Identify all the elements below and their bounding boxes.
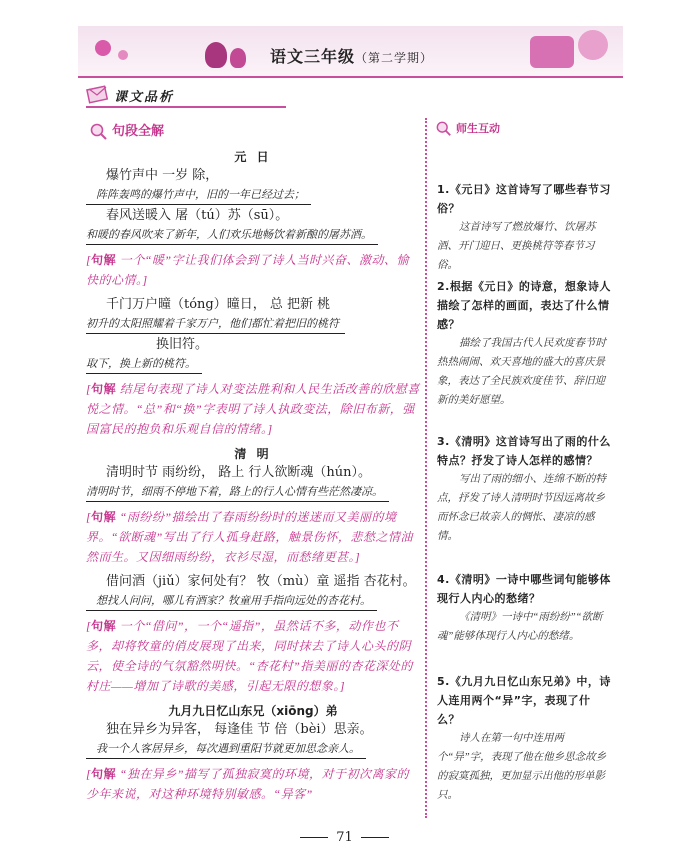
poem-line: 独在异乡为异客， 每逢佳 节 倍（bèi）思亲。 [106,722,373,737]
envelope-icon [86,84,110,104]
qa-item [437,432,612,546]
answer: 写出了雨的细小、连绵不断的特点，抒发了诗人清明时节因远离故乡而怀念已故亲人的惆怅、凄凉的感情。 [437,474,606,542]
poem-line: 清明时节 雨纷纷， 路上 行人欲断魂（hún）。 [106,465,372,480]
translation-line: 和暖的春风吹来了新年，人们欢乐地畅饮着新酿的屠苏酒。 [86,227,378,245]
right-subheading [436,120,500,137]
flower-decoration [95,40,111,56]
answer: 这首诗写了燃放爆竹、饮屠苏酒、开门迎日、更换桃符等春节习俗。 [437,222,596,271]
note-label: 句解 [91,510,117,524]
note-label: 句解 [91,382,117,396]
poem-title: 清 明 [234,447,272,461]
translation-line: 想找人问问，哪儿有酒家？牧童用手指向远处的杏花村。 [86,593,377,611]
question: 2.根据《元日》的诗意，想象诗人描绘了怎样的画面，表达了什么情感？ [437,280,611,331]
poem-title: 九月九日忆山东兄（xiōng）弟 [168,704,338,718]
note-text: 结尾句表现了诗人对变法胜利和人民生活改善的欣慰喜悦之情。“总”和“换”字表明了诗人执政变法，除旧布新，强国富民的抱负和乐观自信的情绪。 [86,382,420,436]
footer-dash [361,837,389,838]
poem-line: 千门万户曈（tóng）曈日， 总 把新 桃 [106,297,331,312]
page-number: 71 [336,830,353,845]
poem-line: 借问酒（jiǔ）家何处有？ 牧（mù）童 遥指 杏花村。 [106,574,416,589]
note-label: 句解 [91,619,117,633]
poem-title: 元 日 [234,150,272,164]
sentence-note: [句解 “雨纷纷”描绘出了春雨纷纷时的迷迷而又美丽的境界。“欲断魂”写出了行人孤身赶路，触景伤怀，悲愁之情油然而生。又因细雨纷纷，衣衫尽湿，而愁绪更甚。] [86,510,413,564]
translation-line: 清明时节，细雨不停地下着，路上的行人心情有些茫然凄凉。 [86,484,389,502]
header-title [270,44,433,67]
translation-line: 阵阵轰鸣的爆竹声中，旧的一年已经过去； [86,187,311,205]
bunny-decoration [205,42,227,68]
qa-item [437,672,612,805]
right-column [437,170,612,805]
left-subheading [90,120,164,141]
question: 5.《九月九日忆山东兄弟》中，诗人连用两个“异”字，表现了什么？ [437,675,611,726]
tree-decoration [578,30,608,60]
qa-item [437,180,612,275]
question: 4.《清明》一诗中哪些词句能够体现行人内心的愁绪？ [437,573,611,605]
section-banner [86,84,286,108]
sentence-note: [句解 结尾句表现了诗人对变法胜利和人民生活改善的欣慰喜悦之情。“总”和“换”字表明了诗人执政变法，除旧布新，强国富民的抱负和乐观自信的情绪。] [86,382,420,436]
column-divider [425,118,427,818]
note-text: 一个“暖”字让我们体会到了诗人当时兴奋、激动、愉快的心情。 [86,253,410,287]
left-heading-text: 句段全解 [112,124,165,139]
bunny-decoration [230,48,246,68]
poem-line: 爆竹声中 一岁 除， [106,168,219,183]
page-footer [0,830,689,845]
note-label: 句解 [91,767,117,781]
flower-decoration [118,50,128,60]
note-text: 一个“借问”，一个“遥指”，虽然话不多，动作也不多，却将牧童的俏皮展现了出来，同时抹去了诗人心头的阴云，使全诗的气氛豁然明快。“杏花村”指美丽的杏花深处的村庄——增加了诗歌的美感，引起无限的想象。 [86,619,413,693]
house-decoration [530,36,574,68]
translation-line: 取下，换上新的桃符。 [86,356,202,374]
qa-item [437,277,612,410]
right-heading-text: 师生互动 [456,122,500,135]
magnifier-icon [436,121,452,137]
left-column [86,148,420,810]
question: 1.《元日》这首诗写了哪些春节习俗？ [437,183,611,215]
grade-title: 语文三年级 [270,47,356,66]
question: 3.《清明》这首诗写出了雨的什么特点？抒发了诗人怎样的感情？ [437,435,611,467]
answer: 描绘了我国古代人民欢度春节时热热闹闹、欢天喜地的盛大的喜庆景象，表达了全民族欢度佳节、辞旧迎新的美好愿望。 [437,338,606,406]
sentence-note: [句解 一个“借问”，一个“遥指”，虽然话不多，动作也不多，却将牧童的俏皮展现了出来，同时抹去了诗人心头的阴云，使全诗的气氛豁然明快。“杏花村”指美丽的杏花深处的村庄——增加了诗歌的美感，引起无限的想象。] [86,619,413,693]
semester-subtitle: （第二学期） [355,51,434,65]
sentence-note: [句解 “独在异乡”描写了孤独寂寞的环境，对于初次离家的少年来说，对这种环境特别敏感。“异客” [86,767,410,801]
answer: 诗人在第一句中连用两个“异”字，表现了他在他乡思念故乡的寂寞孤独，更加显示出他的形单影只。 [437,733,607,801]
translation-line: 初升的太阳照耀着千家万户，他们都忙着把旧的桃符 [86,316,345,334]
poem-line: 春风送暖入 屠（tú）苏（sū）。 [106,208,289,223]
note-label: 句解 [91,253,117,267]
note-text: “独在异乡”描写了孤独寂寞的环境，对于初次离家的少年来说，对这种环境特别敏感。“异客” [86,767,410,801]
answer: 《清明》一诗中“雨纷纷”“欲断魂”能够体现行人内心的愁绪。 [437,612,603,642]
note-text: “雨纷纷”描绘出了春雨纷纷时的迷迷而又美丽的境界。“欲断魂”写出了行人孤身赶路，触景伤怀，悲愁之情油然而生。又因细雨纷纷，衣衫尽湿，而愁绪更甚。 [86,510,413,564]
qa-item [437,570,612,646]
translation-line: 我一个人客居异乡，每次遇到重阳节就更加思念亲人。 [86,741,366,759]
magnifier-icon [90,123,108,141]
section-title: 课文品析 [114,90,175,105]
poem-line: 换旧符。 [156,337,209,352]
sentence-note: [句解 一个“暖”字让我们体会到了诗人当时兴奋、激动、愉快的心情。] [86,253,410,287]
footer-dash [300,837,328,838]
